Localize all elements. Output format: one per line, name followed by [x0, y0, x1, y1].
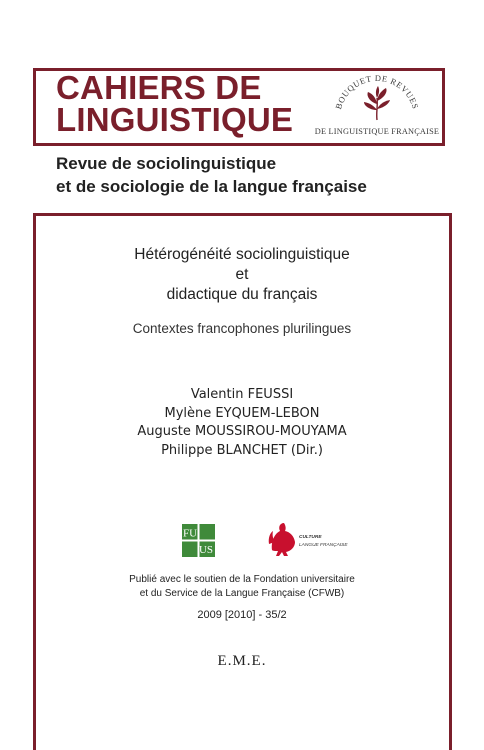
- journal-subtitle-line-1: Revue de sociolinguistique: [56, 154, 277, 173]
- author-name: Mylène EYQUEM-LEBON: [164, 405, 320, 421]
- author-name: Valentin FEUSSI: [190, 387, 294, 402]
- issue-number: 2009 [2010] - 35/2: [197, 609, 287, 621]
- book-title-line-2: et: [235, 266, 249, 283]
- support-line-2: et du Service de la Langue Française (CFWB): [139, 587, 345, 599]
- plant-icon: [364, 86, 390, 120]
- author-list: [0, 386, 484, 460]
- author-name: Philippe BLANCHET (Dir.): [161, 442, 323, 458]
- journal-subtitle: [56, 152, 456, 198]
- logo-arc-text: BOUQUET DE REVUES: [333, 74, 421, 111]
- book-title: [0, 245, 484, 305]
- culture-logo-line-2: LANGUE FRANÇAISE: [299, 543, 348, 548]
- journal-title: [56, 69, 316, 138]
- culture-logo-line-1: CULTURE: [299, 535, 322, 540]
- logo-caption: DE LINGUISTIQUE FRANÇAISE: [314, 127, 440, 136]
- book-title-line-1: Hétérogénéité sociolinguistique: [134, 246, 350, 263]
- book-subtitle: Contextes francophones plurilingues: [132, 321, 352, 336]
- author-name: Auguste MOUSSIROU-MOUYAMA: [137, 424, 347, 439]
- rooster-icon: [269, 523, 295, 556]
- support-notice: [0, 573, 484, 600]
- bouquet-emblem-icon: [312, 74, 442, 124]
- fus-logo-top-text: FU: [182, 527, 198, 540]
- book-title-line-3: didactique du français: [166, 286, 318, 303]
- journal-title-line-1: CAHIERS DE: [56, 69, 262, 106]
- fus-logo-icon: [182, 524, 215, 557]
- fus-logo-bottom-text: US: [198, 544, 214, 556]
- bouquet-logo: [312, 74, 442, 144]
- culture-logo: [268, 520, 348, 558]
- publisher-name: E.M.E.: [217, 653, 267, 669]
- journal-title-line-2: LINGUISTIQUE: [56, 101, 294, 138]
- support-line-1: Publié avec le soutien de la Fondation universitaire: [129, 574, 355, 585]
- journal-subtitle-line-2: et de sociologie de la langue française: [56, 177, 367, 196]
